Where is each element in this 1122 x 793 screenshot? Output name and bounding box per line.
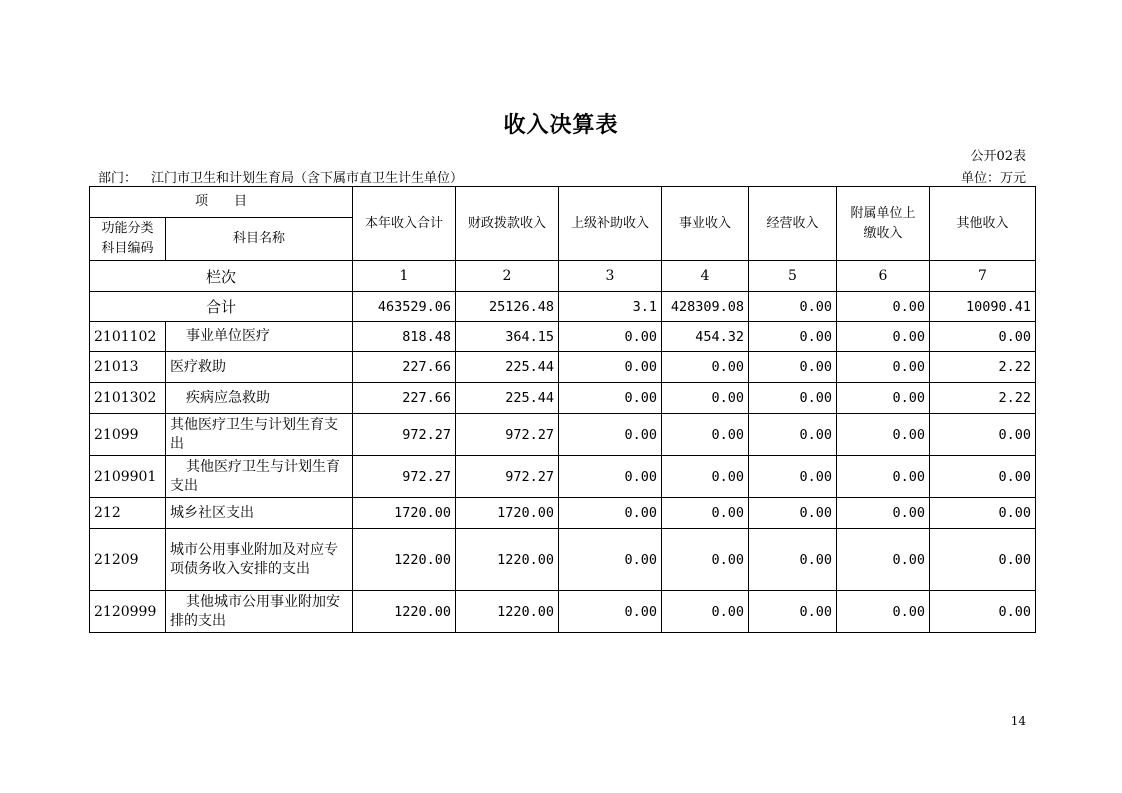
value-cell: 0.00 (559, 529, 662, 591)
seq-cell: 1 (353, 261, 456, 292)
total-cell: 0.00 (837, 292, 930, 322)
value-cell: 0.00 (749, 498, 837, 529)
code-cell: 2120999 (90, 591, 166, 633)
seq-cell: 5 (749, 261, 837, 292)
value-cell: 0.00 (837, 414, 930, 456)
page-number: 14 (1010, 714, 1026, 728)
value-cell: 0.00 (749, 529, 837, 591)
total-cell: 25126.48 (456, 292, 559, 322)
value-cell: 0.00 (559, 498, 662, 529)
total-row (90, 292, 1036, 322)
name-cell: 疾病应急救助 (166, 383, 353, 414)
value-cell: 0.00 (662, 352, 749, 383)
value-cell: 0.00 (559, 383, 662, 414)
table-row (90, 322, 1036, 352)
seq-cell: 4 (662, 261, 749, 292)
value-cell: 1220.00 (353, 529, 456, 591)
code-cell: 2109901 (90, 456, 166, 498)
header-subject-name: 科目名称 (166, 218, 353, 261)
value-cell: 0.00 (749, 414, 837, 456)
name-cell: 其他城市公用事业附加安排的支出 (166, 591, 353, 633)
header-code: 功能分类科目编码 (90, 218, 166, 261)
value-cell: 0.00 (559, 591, 662, 633)
total-cell: 10090.41 (930, 292, 1036, 322)
value-cell: 0.00 (749, 383, 837, 414)
value-cell: 0.00 (559, 414, 662, 456)
value-cell: 0.00 (837, 498, 930, 529)
form-number: 公开02表 (970, 149, 1026, 164)
value-cell: 227.66 (353, 383, 456, 414)
name-cell: 其他医疗卫生与计划生育支出 (166, 414, 353, 456)
code-cell: 212 (90, 498, 166, 529)
name-cell: 其他医疗卫生与计划生育支出 (166, 456, 353, 498)
name-cell: 城乡社区支出 (166, 498, 353, 529)
value-cell: 364.15 (456, 322, 559, 352)
value-cell: 0.00 (837, 352, 930, 383)
value-cell: 0.00 (662, 383, 749, 414)
seq-cell: 3 (559, 261, 662, 292)
name-cell: 城市公用事业附加及对应专项债务收入安排的支出 (166, 529, 353, 591)
value-cell: 0.00 (837, 322, 930, 352)
value-cell: 1220.00 (456, 591, 559, 633)
value-cell: 0.00 (837, 591, 930, 633)
code-cell: 21013 (90, 352, 166, 383)
seq-label: 栏次 (90, 261, 353, 292)
code-cell: 2101102 (90, 322, 166, 352)
value-cell: 1220.00 (353, 591, 456, 633)
table-row (90, 591, 1036, 633)
code-cell: 21209 (90, 529, 166, 591)
header-col-3: 上级补助收入 (559, 187, 662, 261)
total-cell: 0.00 (749, 292, 837, 322)
value-cell: 0.00 (662, 498, 749, 529)
seq-cell: 2 (456, 261, 559, 292)
value-cell: 0.00 (930, 498, 1036, 529)
header-col-2: 财政拨款收入 (456, 187, 559, 261)
value-cell: 972.27 (353, 456, 456, 498)
name-cell: 事业单位医疗 (166, 322, 353, 352)
value-cell: 972.27 (456, 414, 559, 456)
header-row-1 (90, 187, 1036, 218)
value-cell: 0.00 (662, 529, 749, 591)
value-cell: 0.00 (837, 529, 930, 591)
value-cell: 0.00 (662, 414, 749, 456)
value-cell: 818.48 (353, 322, 456, 352)
code-cell: 2101302 (90, 383, 166, 414)
value-cell: 0.00 (559, 456, 662, 498)
value-cell: 0.00 (662, 456, 749, 498)
total-cell: 463529.06 (353, 292, 456, 322)
name-cell: 医疗救助 (166, 352, 353, 383)
seq-cell: 6 (837, 261, 930, 292)
value-cell: 1720.00 (456, 498, 559, 529)
department-label: 部门： (98, 171, 138, 186)
value-cell: 2.22 (930, 383, 1036, 414)
value-cell: 0.00 (559, 352, 662, 383)
value-cell: 2.22 (930, 352, 1036, 383)
value-cell: 972.27 (353, 414, 456, 456)
value-cell: 0.00 (930, 591, 1036, 633)
total-cell: 3.1 (559, 292, 662, 322)
table-row (90, 414, 1036, 456)
seq-row (90, 261, 1036, 292)
value-cell: 0.00 (837, 456, 930, 498)
header-item: 项 目 (90, 187, 353, 218)
unit-label: 单位：万元 (960, 171, 1026, 186)
table-row (90, 383, 1036, 414)
value-cell: 0.00 (930, 529, 1036, 591)
header-col-4: 事业收入 (662, 187, 749, 261)
value-cell: 0.00 (749, 456, 837, 498)
value-cell: 1220.00 (456, 529, 559, 591)
value-cell: 0.00 (930, 456, 1036, 498)
value-cell: 0.00 (662, 591, 749, 633)
department-line (98, 167, 463, 186)
seq-cell: 7 (930, 261, 1036, 292)
value-cell: 225.44 (456, 383, 559, 414)
table-row (90, 529, 1036, 591)
value-cell: 454.32 (662, 322, 749, 352)
header-col-1: 本年收入合计 (353, 187, 456, 261)
value-cell: 0.00 (749, 591, 837, 633)
table-row (90, 498, 1036, 529)
value-cell: 0.00 (930, 322, 1036, 352)
value-cell: 0.00 (930, 414, 1036, 456)
table-row (90, 456, 1036, 498)
code-cell: 21099 (90, 414, 166, 456)
value-cell: 227.66 (353, 352, 456, 383)
header-col-6: 附属单位上缴收入 (837, 187, 930, 261)
value-cell: 1720.00 (353, 498, 456, 529)
value-cell: 0.00 (749, 352, 837, 383)
value-cell: 0.00 (837, 383, 930, 414)
header-col-7: 其他收入 (930, 187, 1036, 261)
department-name: 江门市卫生和计划生育局（含下属市直卫生计生单位） (151, 171, 464, 186)
table-row (90, 352, 1036, 383)
income-table (89, 186, 1036, 633)
header-col-5: 经营收入 (749, 187, 837, 261)
value-cell: 0.00 (749, 322, 837, 352)
page-title: 收入决算表 (503, 112, 619, 138)
total-label: 合计 (90, 292, 353, 322)
value-cell: 0.00 (559, 322, 662, 352)
total-cell: 428309.08 (662, 292, 749, 322)
value-cell: 225.44 (456, 352, 559, 383)
value-cell: 972.27 (456, 456, 559, 498)
